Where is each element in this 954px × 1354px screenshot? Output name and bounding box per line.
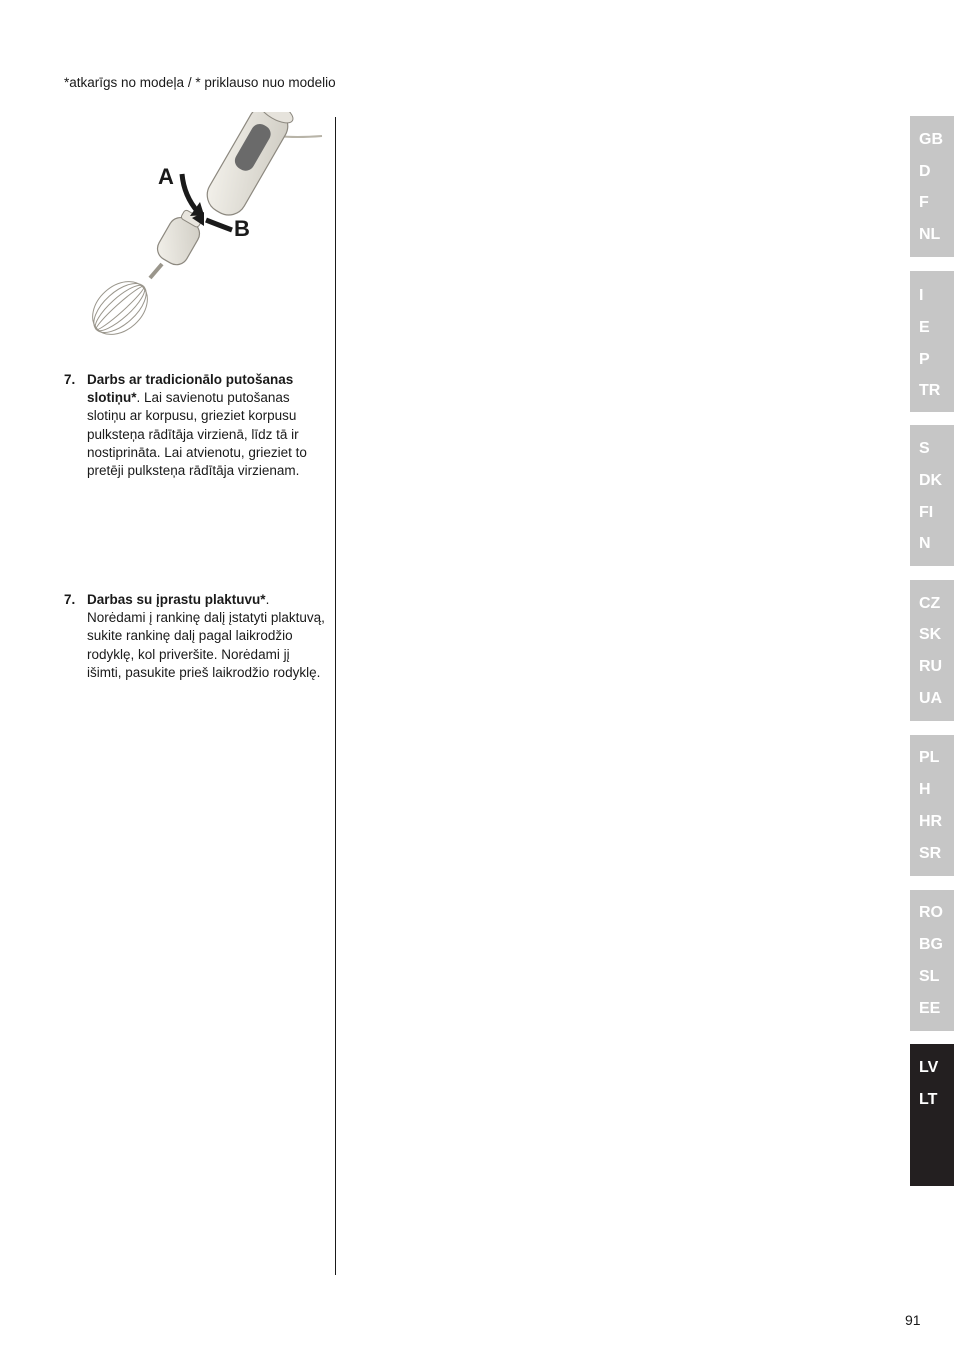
language-tab-group-1[interactable] <box>910 116 954 257</box>
label-b: B <box>234 216 250 241</box>
language-tab-group-6[interactable] <box>910 890 954 1031</box>
hand-blender-whisk-illustration <box>80 112 330 344</box>
language-tab-bg[interactable]: BG <box>919 936 943 953</box>
language-tab-nl[interactable]: NL <box>919 226 941 243</box>
language-tab-lt[interactable]: LT <box>919 1091 938 1108</box>
model-note: *atkarīgs no modeļa / * priklauso nuo modelio <box>64 75 336 90</box>
language-tab-hr[interactable]: HR <box>919 813 943 830</box>
language-tab-group-2[interactable] <box>910 271 954 412</box>
step-text: . Norėdami į rankinę dalį įstatyti plaktuvą, sukite rankinę dalį pagal laikrodžio rodyklę, kol priveršite. Norėdami jį išimti, pasukite prieš laikrodžio rodyklę. <box>87 592 325 680</box>
arrow-b-icon <box>206 220 232 230</box>
language-tab-ro[interactable]: RO <box>919 904 943 921</box>
whisk-wires <box>82 271 158 344</box>
language-tab-gb[interactable]: GB <box>919 131 943 148</box>
language-tab-dk[interactable]: DK <box>919 472 943 489</box>
language-tab-group-7-active[interactable] <box>910 1044 954 1186</box>
page-number: 91 <box>905 1312 921 1328</box>
language-tab-cz[interactable]: CZ <box>919 595 941 612</box>
step-title: Darbs ar tradicionālo putošanas slotiņu* <box>87 372 294 406</box>
step-title: Darbas su įprastu plaktuvu* <box>87 592 266 607</box>
whisk-stem <box>150 264 162 278</box>
step-text: . Lai savienotu putošanas slotiņu ar korpusu, grieziet korpusu pulksteņa rādītāja virzienā, līdz tā ir nostiprināta. Lai atvienotu, grieziet to pretēji pulksteņa rādītāja virzienam. <box>87 390 307 479</box>
instruction-step-lithuanian <box>64 591 326 682</box>
language-tab-fi[interactable]: FI <box>919 504 934 521</box>
language-tab-d[interactable]: D <box>919 163 931 180</box>
language-tab-i[interactable]: I <box>919 287 924 304</box>
instruction-step-latvian <box>64 371 326 480</box>
language-tab-sl[interactable]: SL <box>919 968 940 985</box>
language-tab-group-3[interactable] <box>910 425 954 566</box>
language-tab-ua[interactable]: UA <box>919 690 943 707</box>
language-tab-sr[interactable]: SR <box>919 845 942 862</box>
language-tab-pl[interactable]: PL <box>919 749 940 766</box>
language-tab-group-5[interactable] <box>910 735 954 876</box>
language-tab-sk[interactable]: SK <box>919 626 942 643</box>
step-number: 7. <box>64 372 76 387</box>
language-tab-h[interactable]: H <box>919 781 931 798</box>
language-tab-p[interactable]: P <box>919 351 930 368</box>
label-a: A <box>158 164 174 189</box>
language-tab-tr[interactable]: TR <box>919 382 941 399</box>
language-tab-n[interactable]: N <box>919 535 931 552</box>
language-tab-e[interactable]: E <box>919 319 930 336</box>
language-tab-ee[interactable]: EE <box>919 1000 941 1017</box>
language-tab-f[interactable]: F <box>919 194 929 211</box>
language-tab-group-4[interactable] <box>910 580 954 721</box>
column-divider <box>335 117 336 1275</box>
language-tab-ru[interactable]: RU <box>919 658 943 675</box>
step-number: 7. <box>64 592 76 607</box>
language-tab-s[interactable]: S <box>919 440 930 457</box>
language-tab-lv[interactable]: LV <box>919 1059 939 1076</box>
arrow-a-icon <box>182 174 198 212</box>
